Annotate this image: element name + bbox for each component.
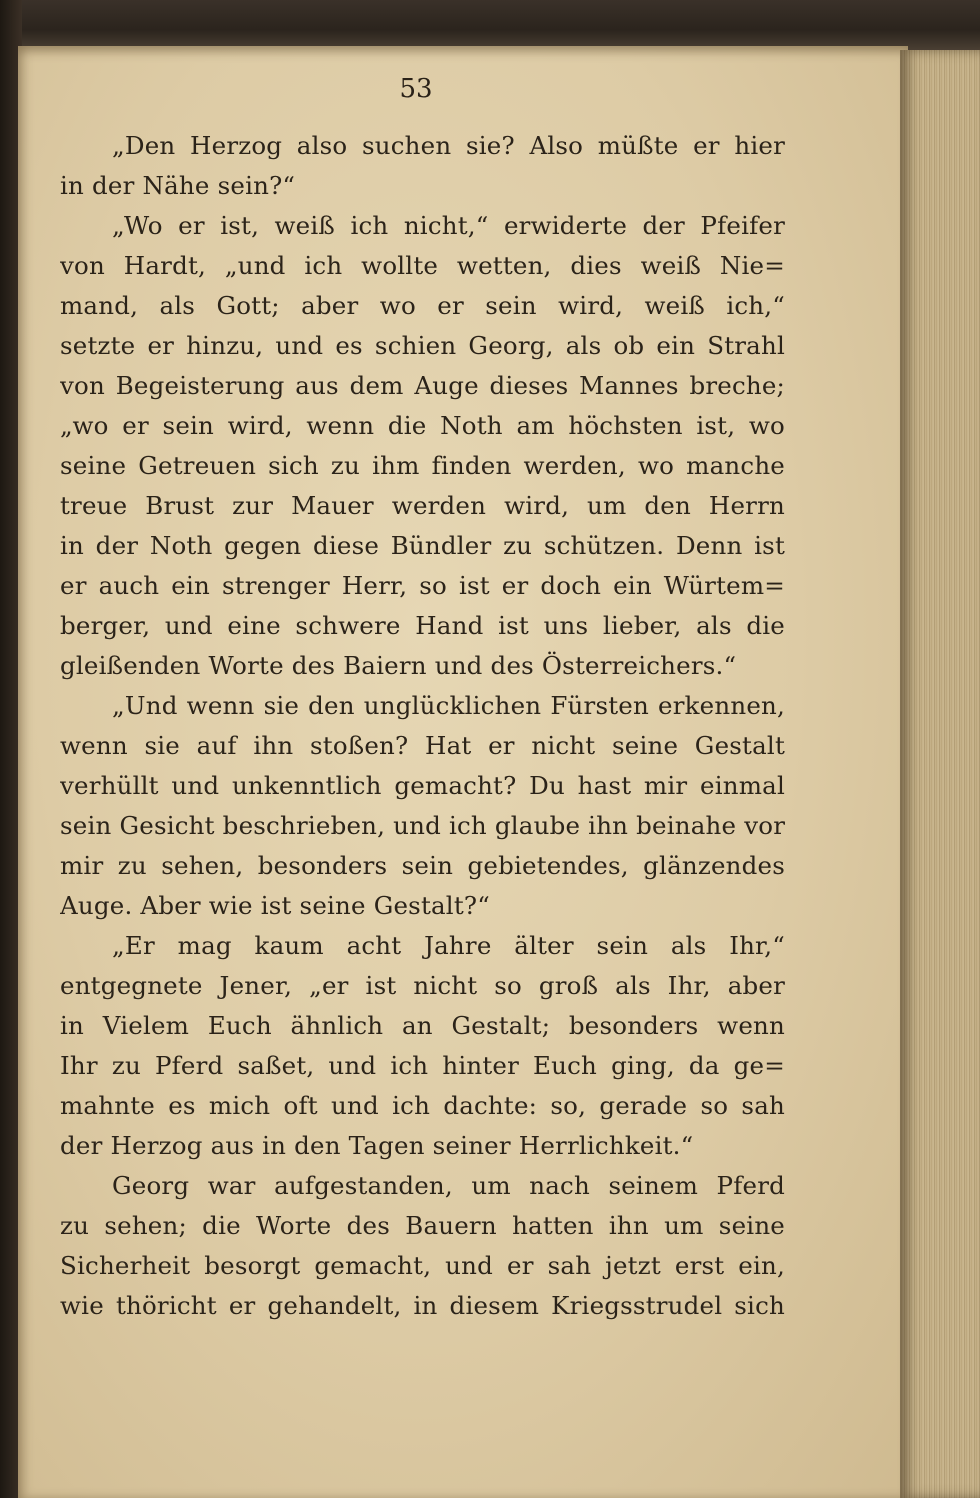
text-line: von Begeisterung aus dem Auge dieses Mannes breche; — [60, 371, 785, 400]
text-line: „Er mag kaum acht Jahre älter sein als Ihr,“ — [112, 931, 785, 960]
text-line: „wo er sein wird, wenn die Noth am höchsten ist, wo — [60, 411, 785, 440]
text-line: Ihr zu Pferd saßet, und ich hinter Euch ging, da ge= — [60, 1051, 785, 1080]
text-line: mir zu sehen, besonders sein gebietendes, glänzendes — [60, 851, 785, 880]
text-line: von Hardt, „und ich wollte wetten, dies weiß Nie= — [60, 251, 785, 280]
text-line: in Vielem Euch ähnlich an Gestalt; besonders wenn — [60, 1011, 785, 1040]
text-line: berger, und eine schwere Hand ist uns lieber, als die — [60, 611, 785, 640]
text-line: entgegnete Jener, „er ist nicht so groß als Ihr, aber — [60, 971, 785, 1000]
text-line: setzte er hinzu, und es schien Georg, als ob ein Strahl — [60, 331, 785, 360]
page-block-edges — [900, 50, 980, 1498]
text-line: zu sehen; die Worte des Bauern hatten ihn um seine — [60, 1211, 785, 1240]
text-line: Auge. Aber wie ist seine Gestalt?“ — [60, 891, 490, 920]
text-line: „Und wenn sie den unglücklichen Fürsten erkennen, — [112, 691, 785, 720]
text-line: sein Gesicht beschrieben, und ich glaube ihn beinahe vor — [60, 811, 785, 840]
text-line: er auch ein strenger Herr, so ist er doch ein Würtem= — [60, 571, 785, 600]
text-line: mahnte es mich oft und ich dachte: so, gerade so sah — [60, 1091, 785, 1120]
text-line: in der Noth gegen diese Bündler zu schützen. Denn ist — [60, 531, 785, 560]
text-line: „Den Herzog also suchen sie? Also müßte er hier — [112, 131, 785, 160]
text-line: wie thöricht er gehandelt, in diesem Kriegsstrudel sich — [60, 1291, 785, 1320]
text-line: in der Nähe sein?“ — [60, 171, 296, 200]
book-cover-top-edge — [0, 0, 980, 50]
page-text — [60, 126, 785, 1326]
page-number: 53 — [399, 74, 433, 104]
text-line: Georg war aufgestanden, um nach seinem Pferd — [112, 1171, 785, 1200]
text-line: Sicherheit besorgt gemacht, und er sah jetzt erst ein, — [60, 1251, 785, 1280]
text-line: seine Getreuen sich zu ihm finden werden, wo manche — [60, 451, 785, 480]
text-line: wenn sie auf ihn stoßen? Hat er nicht seine Gestalt — [60, 731, 785, 760]
text-line: der Herzog aus in den Tagen seiner Herrlichkeit.“ — [60, 1131, 694, 1160]
text-line: verhüllt und unkenntlich gemacht? Du hast mir einmal — [60, 771, 785, 800]
text-line: „Wo er ist, weiß ich nicht,“ erwiderte der Pfeifer — [112, 211, 785, 240]
text-line: mand, als Gott; aber wo er sein wird, weiß ich,“ — [60, 291, 785, 320]
text-line: treue Brust zur Mauer werden wird, um den Herrn — [60, 491, 785, 520]
text-line: gleißenden Worte des Baiern und des Österreichers.“ — [60, 651, 737, 680]
